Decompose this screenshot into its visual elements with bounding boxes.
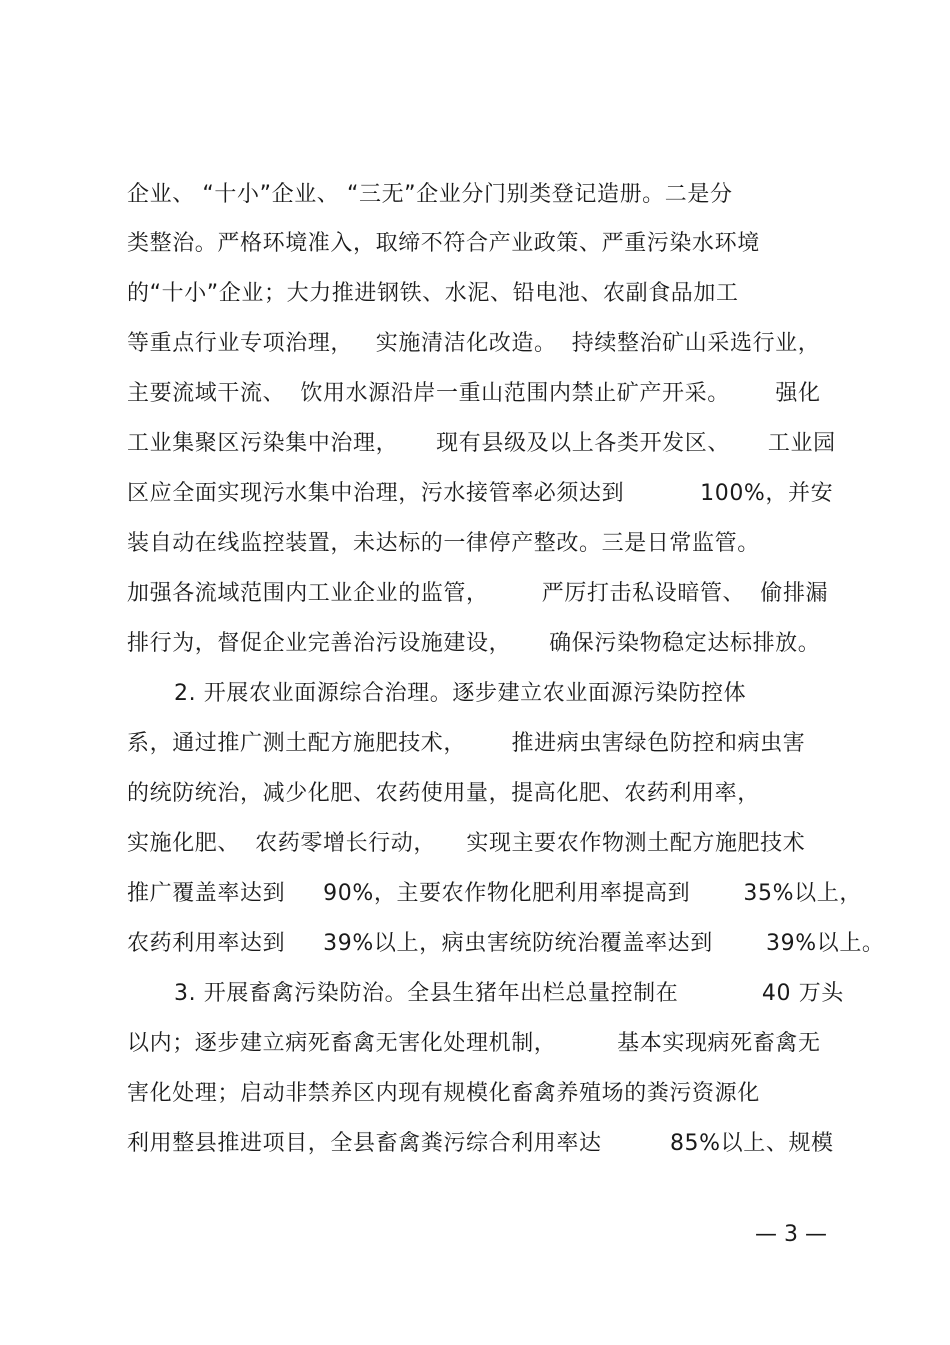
body-text-line: 区应全面实现污水集中治理，污水接管率必须达到 100%，并安 xyxy=(127,481,834,506)
body-text-line: 的统防统治，减少化肥、农药使用量，提高化肥、农药利用率， xyxy=(127,781,760,806)
body-text-line: 工业集聚区污染集中治理， 现有县级及以上各类开发区、 工业园 xyxy=(127,431,836,456)
body-text-line: 企业、 “十小”企业、 “三无”企业分门别类登记造册。二是分 xyxy=(127,182,733,207)
body-text-line: 农药利用率达到 39%以上，病虫害统防统治覆盖率达到 39%以上。 xyxy=(127,931,885,956)
body-text-line: 等重点行业专项治理， 实施清洁化改造。 持续整治矿山采选行业， xyxy=(127,331,821,356)
body-text-line: 以内；逐步建立病死畜禽无害化处理机制， 基本实现病死畜禽无 xyxy=(127,1031,821,1056)
body-text-line: 加强各流域范围内工业企业的监管， 严厉打击私设暗管、 偷排漏 xyxy=(127,581,829,606)
paragraph-start-line: 3. 开展畜禽污染防治。全县生猪年出栏总量控制在 40 万头 xyxy=(174,981,844,1006)
paragraph-start-line: 2. 开展农业面源综合治理。逐步建立农业面源污染防控体 xyxy=(174,681,747,706)
body-text-line: 推广覆盖率达到 90%，主要农作物化肥利用率提高到 35%以上， xyxy=(127,881,862,906)
body-text-line: 装自动在线监控装置，未达标的一律停产整改。三是日常监管。 xyxy=(127,531,760,556)
body-text-line: 利用整县推进项目，全县畜禽粪污综合利用率达 85%以上、规模 xyxy=(127,1131,834,1156)
body-text-line: 主要流域干流、 饮用水源沿岸一重山范围内禁止矿产开采。 强化 xyxy=(127,381,821,406)
body-text-line: 类整治。严格环境准入，取缔不符合产业政策、严重污染水环境 xyxy=(127,231,760,256)
body-text-line: 害化处理；启动非禁养区内现有规模化畜禽养殖场的粪污资源化 xyxy=(127,1081,760,1106)
body-text-line: 实施化肥、 农药零增长行动， 实现主要农作物测土配方施肥技术 xyxy=(127,831,806,856)
page-number: — 3 — xyxy=(755,1222,827,1247)
body-text-line: 的“十小”企业；大力推进钢铁、水泥、铅电池、农副食品加工 xyxy=(127,281,739,306)
body-text-line: 排行为，督促企业完善治污设施建设， 确保污染物稳定达标排放。 xyxy=(127,631,821,656)
body-text-line: 系，通过推广测土配方施肥技术， 推进病虫害绿色防控和病虫害 xyxy=(127,731,806,756)
